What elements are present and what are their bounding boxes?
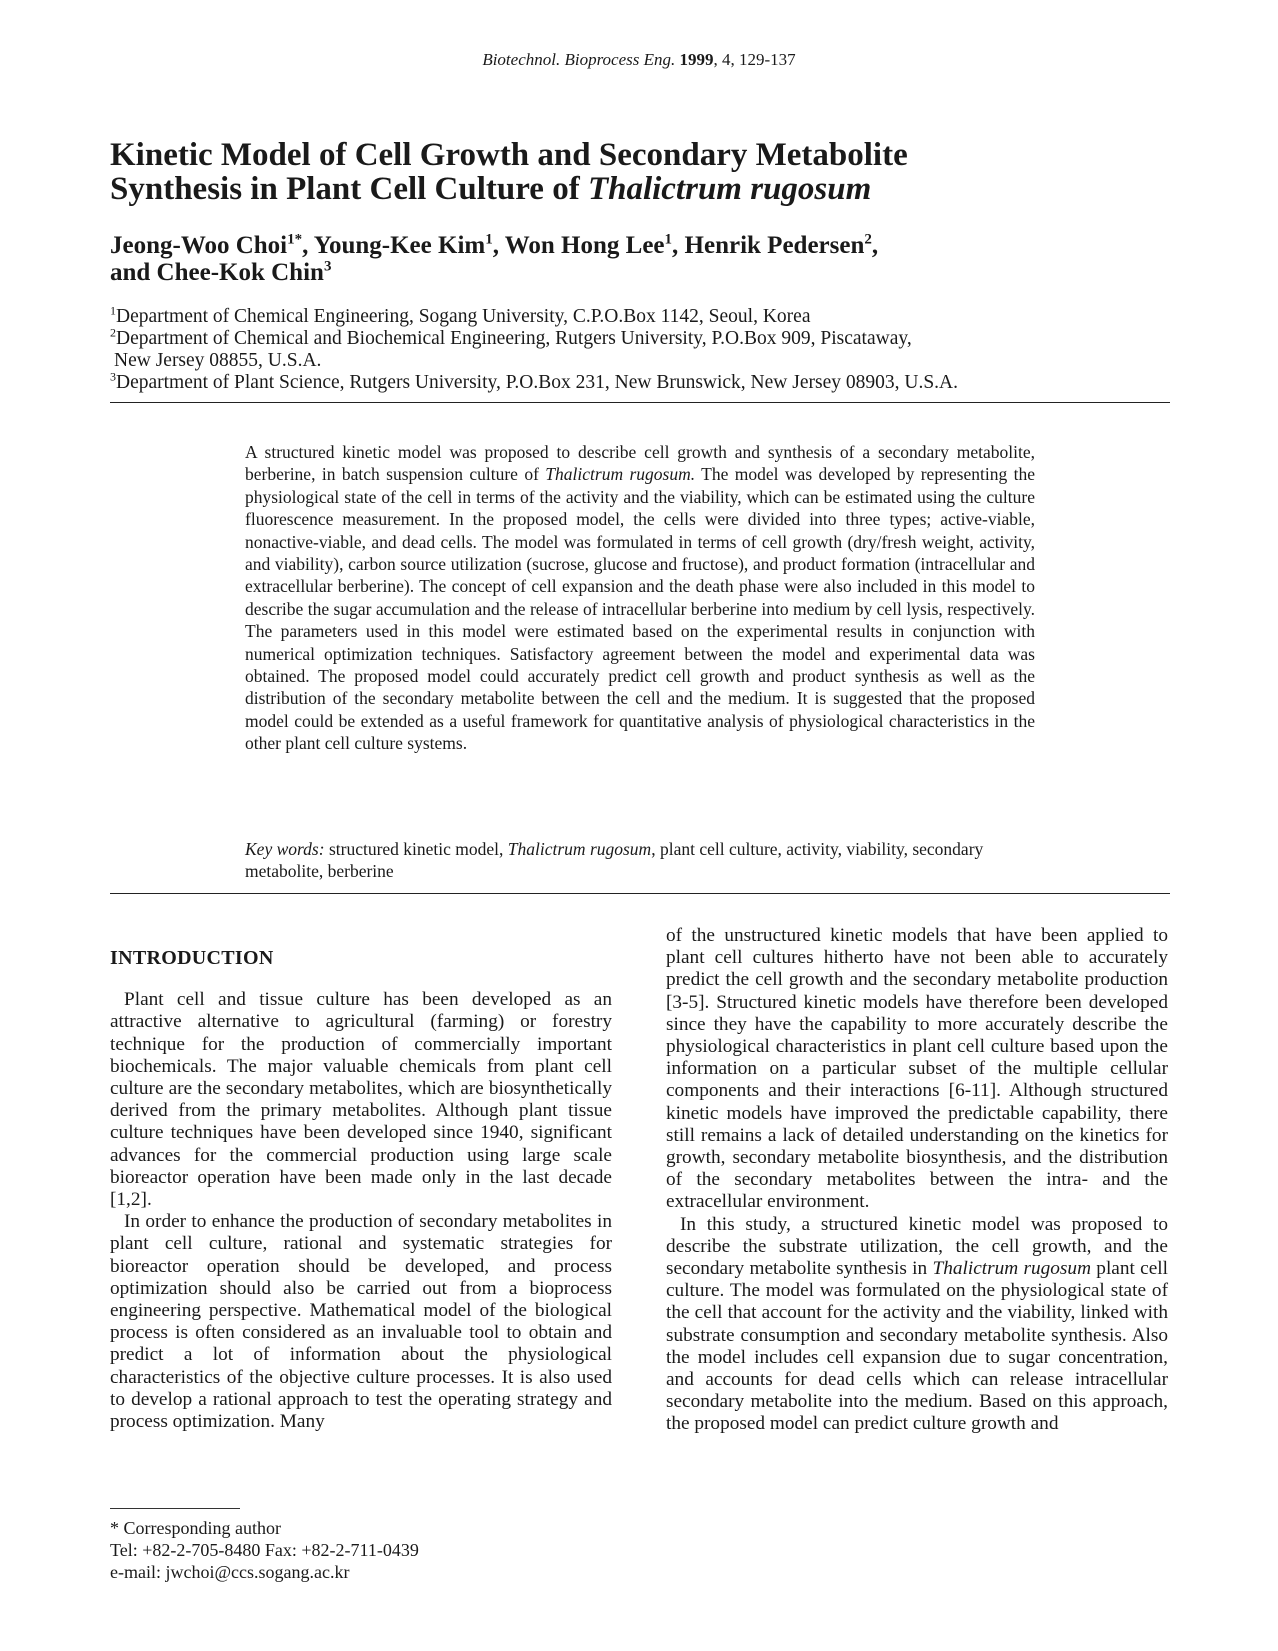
top-divider (110, 402, 1170, 403)
keywords: Key words: structured kinetic model, Thalictrum rugosum, plant cell culture, activity, viability, secondary metabolite, berberine (245, 839, 984, 881)
keywords-label: Key words: (245, 839, 325, 859)
affiliation-3: $^3$Department of Plant Science, Rutgers University, P.O.Box 231, New Brunswick, New Jersey 08903, U.S.A. (110, 369, 958, 393)
paragraph: Plant cell and tissue culture has been developed as an attractive alternative to agricultural (farming) or forestry technique for the production of commercially important biochemicals. The major valuable chemicals from plant cell culture are the secondary metabolites, which are biosynthetically derived from the primary metabolites. Although plant tissue culture techniques have been developed since 1940, significant advances for the commercial production using large scale bioreactor operation have been made only in the last decade [1,2]. (110, 989, 612, 1211)
contact-email: e-mail: jwchoi@ccs.sogang.ac.kr (110, 1562, 350, 1582)
title-species: Thalictrum rugosum (587, 171, 872, 207)
paragraph: of the unstructured kinetic models that have been applied to plant cell cultures hitherto have not been able to accurately predict the cell growth and the secondary metabolite production [3-5]. Structured kinetic models have therefore been developed since they have the capability to more accurately describe the physiological characteristics in plant cell culture based upon the information on a particular subset of the multiple cellular components and their interactions [6-11]. Although structured kinetic models have improved the predictable capability, there still remains a lack of detailed understanding on the kinetics for growth, secondary metabolite biosynthesis, and the distribution of the secondary metabolites between the intra- and the extracellular environment. (666, 925, 1168, 1213)
paper-title (110, 138, 1190, 206)
author-name: Young-Kee Kim (313, 232, 486, 259)
affiliation-2-cont: New Jersey 08855, U.S.A. (114, 350, 322, 371)
affiliations (110, 303, 1210, 394)
journal-year: 1999 (679, 50, 714, 69)
corresponding-author-note: * Corresponding author (110, 1518, 281, 1538)
left-column (110, 947, 612, 1433)
section-heading: INTRODUCTION (110, 947, 274, 969)
journal-volume-pages: , 4, 129-137 (713, 50, 796, 69)
author-name: Henrik Pedersen (684, 232, 865, 259)
affiliation-1: $^1$Department of Chemical Engineering, Sogang University, C.P.O.Box 1142, Seoul, Korea (110, 303, 811, 327)
authors-line-2: and Chee-Kok Chin$^3$ (110, 258, 332, 286)
journal-name: Biotechnol. Bioprocess Eng. (482, 50, 676, 69)
footnote-rule (110, 1508, 240, 1509)
footnote (110, 1517, 610, 1583)
abstract: A structured kinetic model was proposed to describe cell growth and synthesis of a secondary metabolite, berberine, in batch suspension culture of Thalictrum rugosum. The model was developed by representing the physiological state of the cell in terms of the activity and the viability, which can be estimated using the culture fluorescence measurement. In the proposed model, the cells were divided into three types; active-viable, nonactive-viable, and dead cells. The model was formulated in terms of cell growth (dry/fresh weight, activity, and viability), carbon source utilization (sucrose, glucose and fructose), and product formation (intracellular and extracellular berberine). The concept of cell expansion and the death phase were also included in this model to describe the sugar accumulation and the release of intracellular berberine into medium by cell lysis, respectively. The parameters used in this model were estimated based on the experimental results in conjunction with numerical optimization techniques. Satisfactory agreement between the model and experimental data was obtained. The proposed model could accurately predict cell growth and product synthesis as well as the distribution of the secondary metabolite between the cell and the medium. It is suggested that the proposed model could be extended as a useful framework for quantitative analysis of physiological characteristics in the other plant cell culture systems. (245, 442, 1035, 754)
paragraph: In order to enhance the production of secondary metabolites in plant cell culture, rational and systematic strategies for bioreactor operation should be developed, and process optimization should also be carried out from a bioprocess engineering perspective. Mathematical model of the biological process is often considered as an invaluable tool to obtain and predict a lot of information about the physiological characteristics of the objective culture processes. It is also used to develop a rational approach to test the operating strategy and process optimization. Many (110, 1211, 612, 1433)
abstract-species: Thalictrum rugosum. (545, 464, 696, 485)
right-column (666, 925, 1168, 1436)
author-name: and Chee-Kok Chin (110, 259, 324, 286)
running-header (0, 50, 1278, 70)
paragraph: In this study, a structured kinetic model was proposed to describe the substrate utilization, the cell growth, and the secondary metabolite synthesis in Thalictrum rugosum plant cell culture. The model was formulated on the physiological state of the cell that account for the activity and the viability, linked with substrate consumption and secondary metabolite synthesis. Also the model includes cell expansion due to sugar concentration, and accounts for dead cells which can release intracellular secondary metabolite into the medium. Based on this approach, the proposed model can predict culture growth and (666, 1213, 1168, 1435)
author-name: Won Hong Lee (504, 232, 665, 259)
bottom-divider (110, 893, 1170, 894)
authors-line-1: Jeong-Woo Choi$^{1*}$, Young-Kee Kim$^1$, Won Hong Lee$^1$, Henrik Pedersen$^2$, (110, 231, 879, 259)
title-line-1: Kinetic Model of Cell Growth and Secondary Metabolite (110, 137, 908, 173)
affiliation-2: $^2$Department of Chemical and Biochemical Engineering, Rutgers University, P.O.Box 909, Piscataway, (110, 325, 912, 349)
contact-phone-fax: Tel: +82-2-705-8480 Fax: +82-2-711-0439 (110, 1540, 419, 1560)
title-line-2: Synthesis in Plant Cell Culture of Thalictrum rugosum (110, 171, 872, 207)
author-list (110, 232, 1190, 286)
author-name: Jeong-Woo Choi (110, 232, 288, 259)
